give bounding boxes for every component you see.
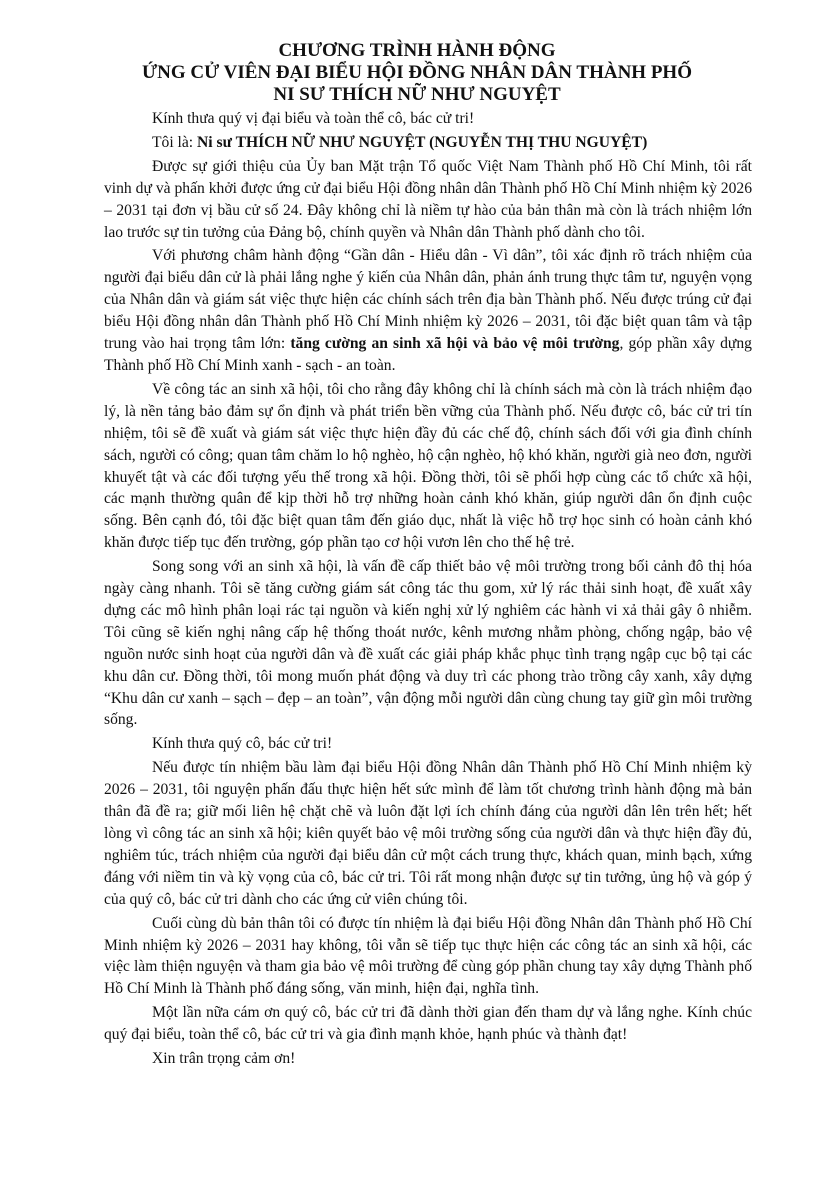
paragraph-motto-text: Với phương châm hành động “Gần dân - Hiểu dân - Vì dân”, tôi xác định rõ trách nhiệm của người đại biểu dân cử là phải lắng nghe ý kiến của Nhân dân, phản ánh trung thực tâm tư, nguyện vọng của Nhân dân và giám sát việc thực hiện các chính sách trên địa bàn Thành phố. Nếu được trúng cử đại biểu Hội đồng nhân dân Thành phố Hồ Chí Minh nhiệm kỳ 2026 – 2031, tôi đặc biệt quan tâm và tập trung vào hai trọng tâm lớn:	[104, 247, 752, 353]
document-title-line-2: ỨNG CỬ VIÊN ĐẠI BIỂU HỘI ĐỒNG NHÂN DÂN THÀNH PHỐ	[142, 62, 692, 83]
document-body	[104, 108, 752, 1072]
paragraph-environment: Song song với an sinh xã hội, là vấn đề cấp thiết bảo vệ môi trường trong bối cảnh đô thị hóa ngày càng nhanh. Tôi sẽ tăng cường giám sát công tác thu gom, xử lý rác thải sinh hoạt, đề xuất xây dựng các mô hình phân loại rác tại nguồn và kiến nghị xử lý nghiêm các hành vi xả thải gây ô nhiễm. Tôi cũng sẽ kiến nghị nâng cấp hệ thống thoát nước, kênh mương nhằm phòng, chống ngập, bảo vệ nguồn nước sinh hoạt của người dân và đề xuất các giải pháp khắc phục tình trạng ngập cục bộ tại các khu dân cư. Đồng thời, tôi mong muốn phát động và duy trì các phong trào trồng cây xanh, xây dựng “Khu dân cư xanh – sạch – đẹp – an toàn”, vận động mỗi người dân cùng chung tay giữ gìn môi trường sống.	[104, 558, 752, 729]
intro-prefix: Tôi là:	[152, 133, 198, 151]
document-title-line-3: NI SƯ THÍCH NỮ NHƯ NGUYỆT	[273, 84, 561, 105]
paragraph-motto-tail: , góp phần xây dựng Thành phố Hồ Chí Minh xanh - sạch - an toàn.	[104, 335, 752, 374]
closing-line: Xin trân trọng cảm ơn!	[152, 1050, 296, 1068]
document-title-line-1: CHƯƠNG TRÌNH HÀNH ĐỘNG	[278, 40, 556, 61]
greeting-second: Kính thưa quý cô, bác cử tri!	[152, 735, 333, 753]
paragraph-thanks: Một lần nữa cám ơn quý cô, bác cử tri đã dành thời gian đến tham dự và lắng nghe. Kính chúc quý đại biểu, toàn thể cô, bác cử tri và gia đình mạnh khỏe, hạnh phúc và thành đạt!	[104, 1004, 752, 1044]
paragraph-motto	[104, 245, 752, 376]
paragraph-commitment: Nếu được tín nhiệm bầu làm đại biểu Hội đồng Nhân dân Thành phố Hồ Chí Minh nhiệm kỳ 2026 – 2031, tôi nguyện phấn đấu thực hiện hết sức mình để làm tốt chương trình hành động mà bản thân đã đề ra; giữ mối liên hệ chặt chẽ và luôn đặt lợi ích chính đáng của người dân lên trên hết; hết lòng vì công tác an sinh xã hội; kiên quyết bảo vệ môi trường sống của người dân và thực hiện đầy đủ, nghiêm túc, trách nhiệm của người đại biểu dân cử một cách trung thực, khách quan, minh bạch, xứng đáng với niềm tin và kỳ vọng của cô, bác cử tri. Tôi rất mong nhận được sự tin tưởng, ủng hộ và góp ý của quý cô, bác cử tri dành cho các ứng cử viên chúng tôi.	[104, 759, 752, 908]
greeting: Kính thưa quý vị đại biểu và toàn thể cô, bác cử tri!	[152, 110, 475, 127]
paragraph-introduction: Được sự giới thiệu của Ủy ban Mặt trận Tổ quốc Việt Nam Thành phố Hồ Chí Minh, tôi rất vinh dự và phấn khởi được ứng cử đại biểu Hội đồng nhân dân Thành phố Hồ Chí Minh nhiệm kỳ 2026 – 2031 tại đơn vị bầu cử số 24. Đây không chỉ là niềm tự hào của bản thân mà còn là trách nhiệm lớn lao trước sự tin tưởng của Đảng bộ, chính quyền và Nhân dân Thành phố dành cho tôi.	[104, 157, 752, 241]
paragraph-continuation: Cuối cùng dù bản thân tôi có được tín nhiệm là đại biểu Hội đồng Nhân dân Thành phố Hồ Chí Minh nhiệm kỳ 2026 – 2031 hay không, tôi vẫn sẽ tiếp tục thực hiện các công tác an sinh xã hội, các việc làm thiện nguyện và tham gia bảo vệ môi trường để cùng góp phần chung tay xây dựng Thành phố Hồ Chí Minh là Thành phố đáng sống, văn minh, hiện đại, nghĩa tình.	[104, 914, 752, 998]
paragraph-social-security: Về công tác an sinh xã hội, tôi cho rằng đây không chỉ là chính sách mà còn là trách nhiệm đạo lý, là nền tảng bảo đảm sự ổn định và phát triển bền vững của Thành phố. Nếu được cô, bác cử tri tín nhiệm, tôi sẽ đề xuất và giám sát việc thực hiện đầy đủ các chế độ, chính sách đối với gia đình chính sách, người có công; quan tâm chăm lo hộ nghèo, hộ cận nghèo, hộ khó khăn, người già neo đơn, người khuyết tật và các đối tượng yếu thế trong xã hội. Đồng thời, tôi sẽ phối hợp cùng các tổ chức xã hội, các mạnh thường quân để kịp thời hỗ trợ những hoàn cảnh khó khăn, giúp người dân ổn định cuộc sống. Bên cạnh đó, tôi đặc biệt quan tâm đến giáo dục, nhất là việc hỗ trợ học sinh có hoàn cảnh khó khăn được tiếp tục đến trường, góp phần tạo cơ hội vươn lên cho thế hệ trẻ.	[104, 380, 752, 552]
paragraph-motto-emphasis: tăng cường an sinh xã hội và bảo vệ môi trường	[290, 335, 620, 353]
intro-line	[104, 132, 752, 154]
candidate-name: Ni sư THÍCH NỮ NHƯ NGUYỆT (NGUYỄN THỊ THU NGUYỆT)	[197, 133, 648, 151]
